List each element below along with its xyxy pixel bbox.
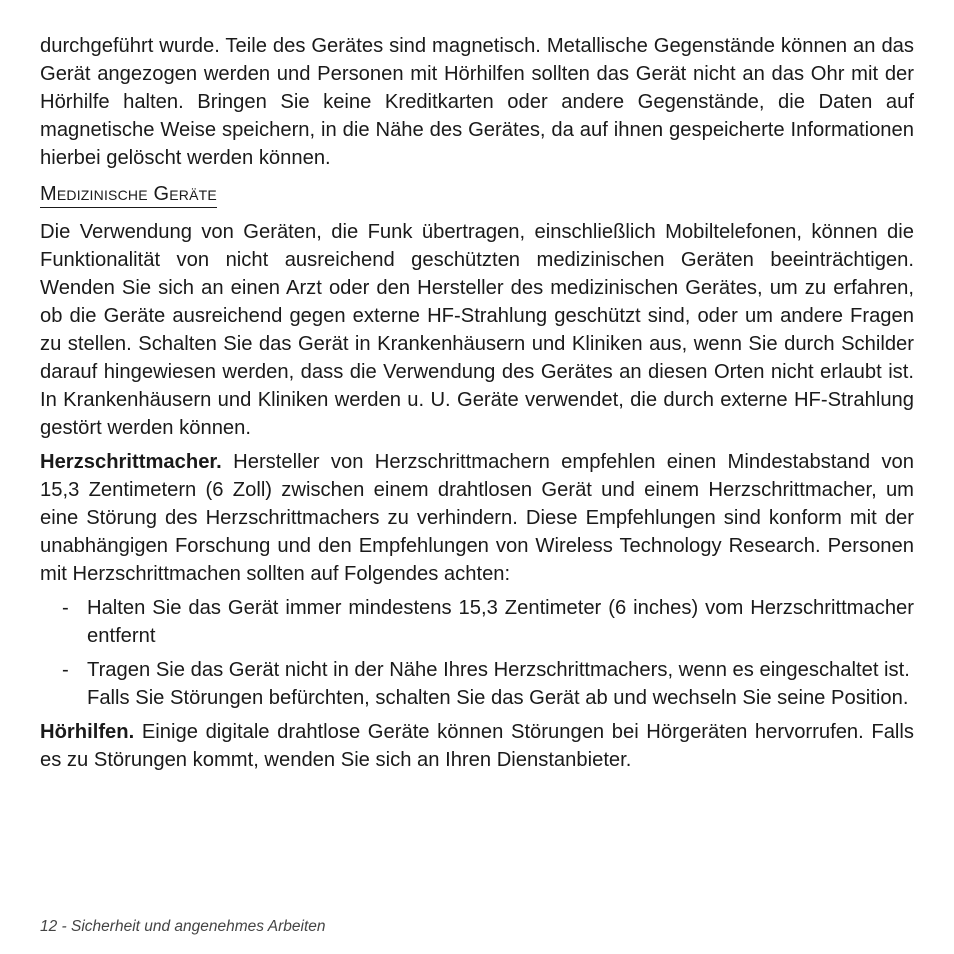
list-dash: - — [62, 597, 69, 619]
list-item-text: Tragen Sie das Gerät nicht in der Nähe Ihres Herzschrittmachers, wenn es eingeschaltet ist. — [87, 659, 910, 681]
intro-paragraph: durchgeführt wurde. Teile des Gerätes sind magnetisch. Metallische Gegenstände können an das Gerät angezogen werden und Personen mit Hörhilfen sollten das Gerät nicht an das Ohr mit der Hörhilfe halten. Bringen Sie keine Kreditkarten oder andere Gegenstände, die Daten auf magnetische Weise speichern, in die Nähe des Gerätes, da auf ihnen gespeicherte Informationen hierbei gelöscht werden können. — [40, 35, 914, 169]
list-item-text: Halten Sie das Gerät immer mindestens 15,3 Zentimeter (6 inches) vom Herzschrittmacher entfernt — [87, 597, 914, 647]
hearing-aid-lead: Hörhilfen. — [40, 721, 135, 743]
list-dash: - — [62, 659, 69, 681]
list-item-extra-text: Falls Sie Störungen befürchten, schalten Sie das Gerät ab und wechseln Sie seine Position. — [87, 687, 909, 709]
medical-devices-paragraph: Die Verwendung von Geräten, die Funk übertragen, einschließlich Mobiltelefonen, können die Funktionalität von nicht ausreichend geschützten medizinischen Geräten beeinträchtigen. Wenden Sie sich an einen Arzt oder den Hersteller des medizinischen Gerätes, um zu erfahren, ob die Geräte ausreichend gegen externe HF-Strahlung geschützt sind, oder um andere Fragen zu stellen. Schalten Sie das Gerät in Krankenhäusern und Kliniken aus, wenn Sie durch Schilder darauf hingewiesen werden, dass die Verwendung des Gerätes an diesen Orten nicht erlaubt ist. In Krankenhäusern und Kliniken werden u. U. Geräte verwendet, die durch externe HF-Strahlung gestört werden können. — [40, 221, 914, 439]
list-item — [40, 656, 914, 712]
page-footer: 12 - Sicherheit und angenehmes Arbeiten — [40, 918, 326, 935]
list-item — [40, 594, 914, 650]
section-heading-wrap — [40, 178, 914, 214]
section-heading: Medizinische Geräte — [40, 182, 217, 208]
pacemaker-text: Hersteller von Herzschrittmachern empfehlen einen Mindestabstand von 15,3 Zentimetern (6 Zoll) zwischen einem drahtlosen Gerät und einem Herzschrittmacher, um eine Störung des Herzschrittmachers zu verhindern. Diese Empfehlungen sind konform mit der unabhängigen Forschung und den Empfehlungen von Wireless Technology Research. Personen mit Herzschrittmachen sollten auf Folgendes achten: — [40, 451, 914, 585]
hearing-aid-paragraph — [40, 718, 914, 774]
pacemaker-lead: Herzschrittmacher. — [40, 451, 222, 473]
hearing-aid-text: Einige digitale drahtlose Geräte können Störungen bei Hörgeräten hervorrufen. Falls es zu Störungen kommt, wenden Sie sich an Ihren Dienstanbieter. — [40, 721, 914, 771]
pacemaker-paragraph — [40, 448, 914, 588]
document-page — [40, 32, 914, 780]
pacemaker-list — [40, 594, 914, 712]
